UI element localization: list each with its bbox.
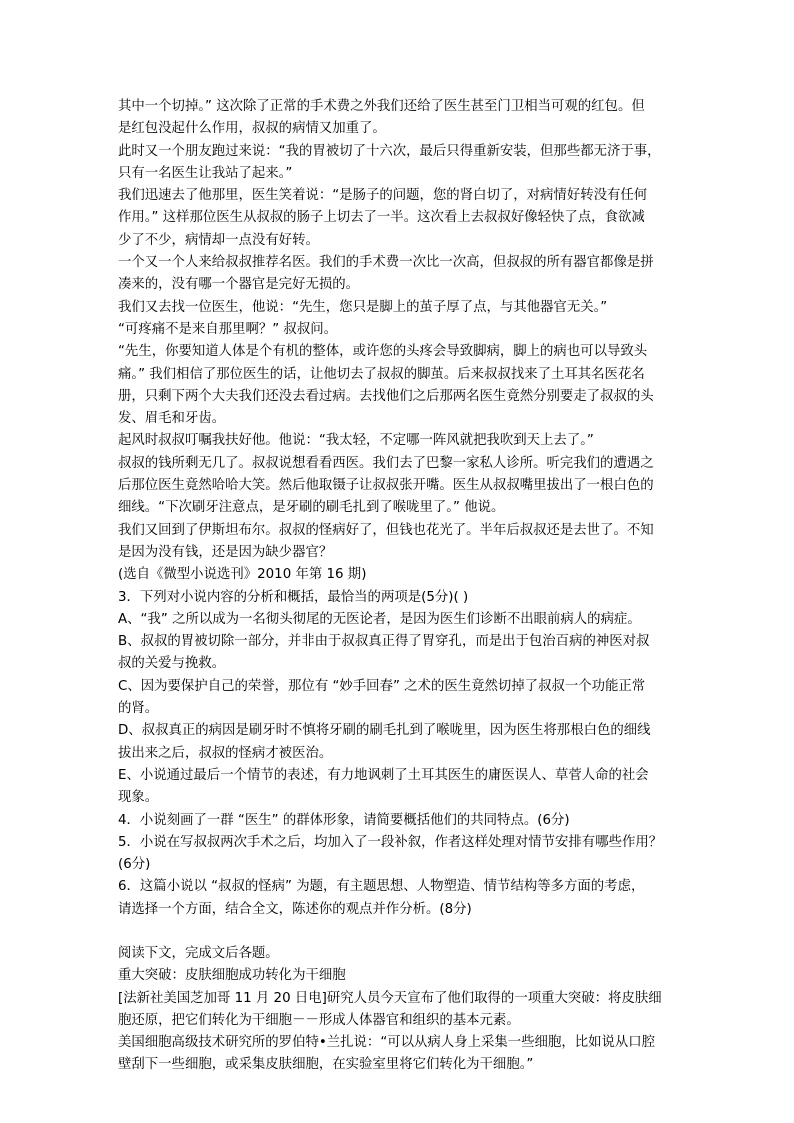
text-line: 后那位医生竟然哈哈大笑。然后他取镊子让叔叔张开嘴。医生从叔叔嘴里拔出了一根白色的 bbox=[118, 478, 654, 494]
question-4: 4．小说刻画了一群 “医生” 的群体形象，请简要概括他们的共同特点。(6分) bbox=[118, 812, 570, 828]
text-line: 起风时叔叔叮嘱我扶好他。他说：“我太轻，不定哪一阵风就把我吹到天上去了。” bbox=[118, 433, 594, 449]
text-line: 壁刮下一些细胞，或采集皮肤细胞，在实验室里将它们转化为干细胞。” bbox=[118, 1057, 534, 1073]
text-line: 我们迅速去了他那里，医生笑着说：“是肠子的问题，您的肾白切了，对病情好转没有任何 bbox=[118, 188, 648, 204]
question-3: 3．下列对小说内容的分析和概括，最恰当的两项是(5分)( ) bbox=[118, 589, 469, 605]
question-5: 5．小说在写叔叔两次手术之后，均加入了一段补叙，作者这样处理对情节安排有哪些作用？ bbox=[118, 834, 663, 850]
text-line: 凑来的，没有哪一个器官是完好无损的。 bbox=[118, 277, 360, 293]
blank-line bbox=[118, 921, 678, 943]
option-c: C、因为要保护自己的荣誉，那位有 “妙手回春” 之术的医生竟然切掉了叔叔一个功能正常 bbox=[118, 678, 646, 694]
text-line: [法新社美国芝加哥 11 月 20 日电]研究人员今天宣布了他们取得的一项重大突破：将皮肤细 bbox=[118, 990, 662, 1006]
text-line: 只有一名医生让我站了起来。” bbox=[118, 165, 293, 181]
option-d-cont: 拔出来之后，叔叔的怪病才被医治。 bbox=[118, 745, 333, 761]
question-6-cont: 请选择一个方面，结合全文，陈述你的观点并作分析。(8分) bbox=[118, 901, 472, 917]
text-line: 册，只剩下两个大夫我们还没去看过病。去找他们之后那两名医生竟然分别要走了叔叔的头 bbox=[118, 388, 654, 404]
option-b-cont: 叔的关爱与挽救。 bbox=[118, 656, 226, 672]
text-line: 我们又去找一位医生，他说：“先生，您只是脚上的茧子厚了点，与其他器官无关。” bbox=[118, 299, 608, 315]
text-line: 其中一个切掉。” 这次除了正常的手术费之外我们还给了医生甚至门卫相当可观的红包。但 bbox=[118, 99, 645, 114]
text-line: 胞还原，把它们转化为干细胞－－形成人体器官和组织的基本元素。 bbox=[118, 1012, 520, 1028]
text-line: 是红包没起什么作用，叔叔的病情又加重了。 bbox=[118, 121, 386, 137]
option-a: A、“我” 之所以成为一名彻头彻尾的无医论者，是因为医生们诊断不出眼前病人的病症。 bbox=[118, 611, 641, 627]
text-line: 我们又回到了伊斯坦布尔。叔叔的怪病好了，但钱也花光了。半年后叔叔还是去世了。不知 bbox=[118, 522, 654, 538]
option-e-cont: 现象。 bbox=[118, 790, 159, 806]
option-e: E、小说通过最后一个情节的表述，有力地讽刺了土耳其医生的庸医误人、草菅人命的社会 bbox=[118, 767, 649, 783]
text-line: 细线。“下次刷牙注意点，是牙刷的刷毛扎到了喉咙里了。” 他说。 bbox=[118, 500, 505, 516]
text-line: 少了不少，病情却一点没有好转。 bbox=[118, 232, 319, 248]
question-6: 6．这篇小说以 “叔叔的怪病” 为题，有主题思想、人物塑造、情节结构等多方面的考虑， bbox=[118, 879, 645, 895]
text-line: 痛。” 我们相信了那位医生的话，让他切去了叔叔的脚茧。后来叔叔找来了土耳其名医花名 bbox=[118, 366, 645, 382]
reading-instruction: 阅读下文，完成文后各题。 bbox=[118, 945, 279, 961]
text-line: 叔叔的钱所剩无几了。叔叔说想看看西医。我们去了巴黎一家私人诊所。听完我们的遭遇之 bbox=[118, 455, 654, 471]
article-title: 重大突破：皮肤细胞成功转化为干细胞 bbox=[118, 968, 346, 984]
source-citation: (选自《微型小说选刊》2010 年第 16 期) bbox=[118, 567, 367, 583]
text-line: 此时又一个朋友跑过来说：“我的胃被切了十六次，最后只得重新安装，但那些都无济于事， bbox=[118, 143, 661, 159]
text-line: 是因为没有钱，还是因为缺少器官？ bbox=[118, 544, 333, 560]
document-body bbox=[118, 96, 678, 1077]
text-line: “先生，你要知道人体是个有机的整体，或许您的头疼会导致脚病，脚上的病也可以导致头 bbox=[118, 344, 648, 360]
question-5-cont: (6分) bbox=[118, 857, 151, 873]
text-line: 美国细胞高级技术研究所的罗伯特•兰扎说：“可以从病人身上采集一些细胞，比如说从口腔 bbox=[118, 1035, 656, 1051]
text-line: 作用。” 这样那位医生从叔叔的肠子上切去了一半。这次看上去叔叔好像轻快了点，食欲减 bbox=[118, 210, 645, 226]
option-c-cont: 的肾。 bbox=[118, 701, 159, 717]
text-line: 发、眉毛和牙齿。 bbox=[118, 411, 226, 427]
option-b: B、叔叔的胃被切除一部分，并非由于叔叔真正得了胃穿孔，而是出于包治百病的神医对叔 bbox=[118, 634, 650, 650]
text-line: 一个又一个人来给叔叔推荐名医。我们的手术费一次比一次高，但叔叔的所有器官都像是拼 bbox=[118, 255, 654, 271]
option-d: D、叔叔真正的病因是刷牙时不慎将牙刷的刷毛扎到了喉咙里，因为医生将那根白色的细线 bbox=[118, 723, 651, 739]
text-line: “可疼痛不是来自那里啊？” 叔叔问。 bbox=[118, 321, 337, 337]
